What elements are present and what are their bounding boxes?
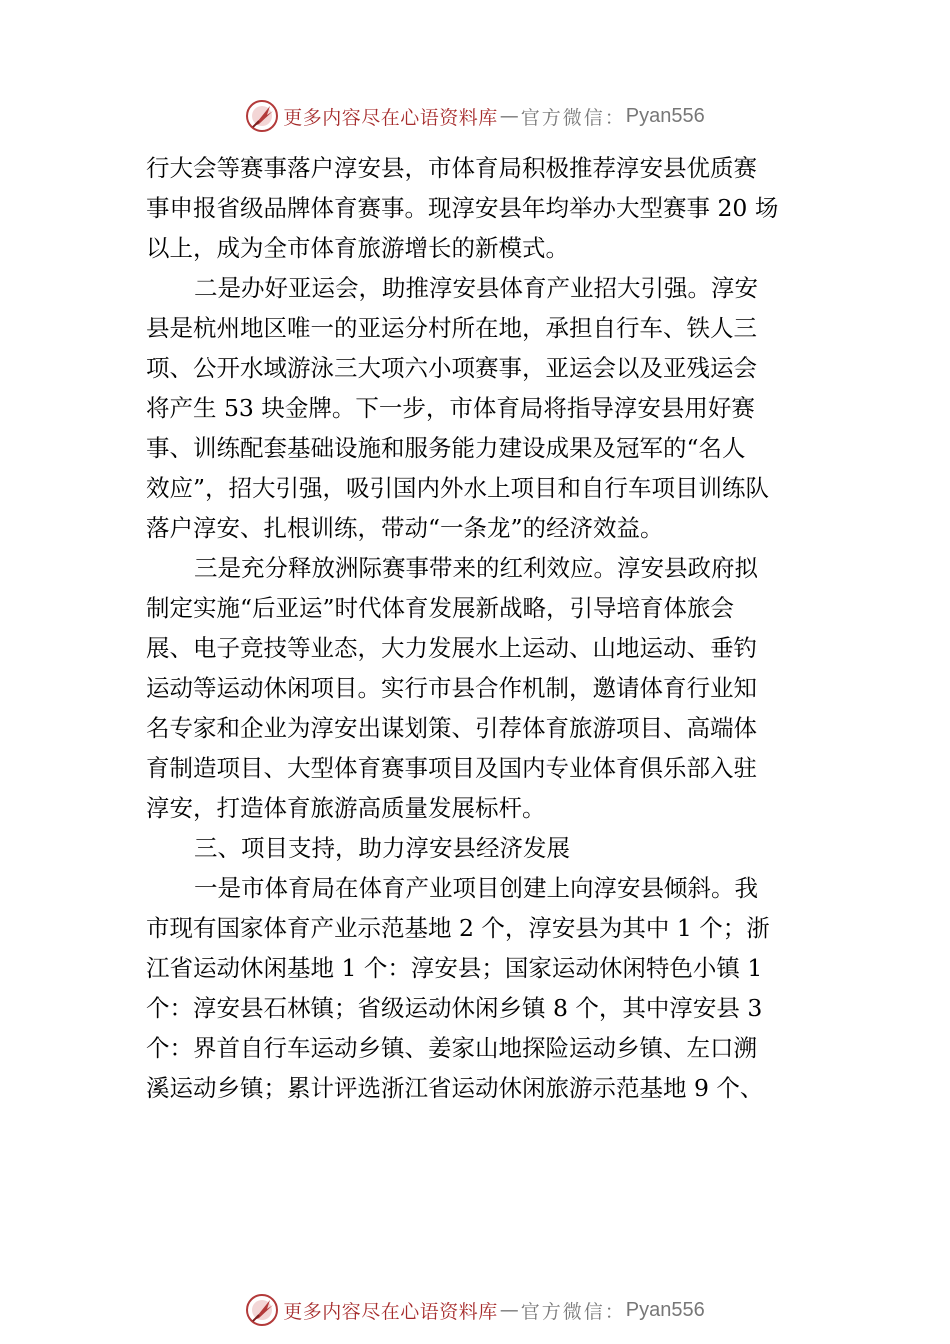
quill-logo-icon — [245, 1293, 279, 1327]
text-line: 三、项目支持，助力淳安县经济发展 — [194, 834, 570, 862]
quill-logo-icon — [245, 99, 279, 133]
text-line: 溪运动乡镇；累计评选浙江省运动休闲旅游示范基地 9 个、 — [146, 1074, 764, 1102]
text-line: 县是杭州地区唯一的亚运分村所在地，承担自行车、铁人三 — [146, 314, 757, 342]
text-line: 二是办好亚运会，助推淳安县体育产业招大引强。淳安 — [194, 274, 758, 302]
document-body — [146, 148, 810, 1108]
text-line: 个：界首自行车运动乡镇、姜家山地探险运动乡镇、左口溯 — [146, 1034, 757, 1062]
text-line: 展、电子竞技等业态，大力发展水上运动、山地运动、垂钓 — [146, 634, 757, 662]
text-line: 落户淳安、扎根训练，带动“一条龙”的经济效益。 — [146, 514, 664, 542]
text-line: 事申报省级品牌体育赛事。现淳安县年均举办大型赛事 20 场 — [146, 194, 779, 222]
text-line: 行大会等赛事落户淳安县，市体育局积极推荐淳安县优质赛 — [146, 154, 757, 182]
watermark-dash: — — [499, 105, 519, 127]
watermark-wechat-id: Pyan556 — [625, 104, 705, 127]
text-line: 江省运动休闲基地 1 个：淳安县；国家运动休闲特色小镇 1 — [146, 954, 763, 982]
text-line: 将产生 53 块金牌。下一步，市体育局将指导淳安县用好赛 — [146, 394, 755, 422]
text-line: 以上，成为全市体育旅游增长的新模式。 — [146, 234, 569, 262]
text-line: 三是充分释放洲际赛事带来的红利效应。淳安县政府拟 — [194, 554, 758, 582]
watermark-dash: — — [499, 1299, 519, 1321]
text-line: 事、训练配套基础设施和服务能力建设成果及冠军的“名人 — [146, 434, 746, 462]
footer-watermark — [0, 1290, 950, 1330]
text-line: 制定实施“后亚运”时代体育发展新战略，引导培育体旅会 — [146, 594, 735, 622]
header-watermark — [0, 96, 950, 136]
watermark-wechat-label: 官方微信： — [520, 106, 626, 129]
watermark-site-text: 更多内容尽在心语资料库 — [283, 1300, 498, 1323]
watermark-wechat-id: Pyan556 — [625, 1298, 705, 1321]
text-line: 运动等运动休闲项目。实行市县合作机制，邀请体育行业知 — [146, 674, 757, 702]
watermark-site-text: 更多内容尽在心语资料库 — [283, 106, 498, 129]
text-line: 个：淳安县石林镇；省级运动休闲乡镇 8 个，其中淳安县 3 — [146, 994, 763, 1022]
text-line: 育制造项目、大型体育赛事项目及国内专业体育俱乐部入驻 — [146, 754, 757, 782]
text-line: 市现有国家体育产业示范基地 2 个，淳安县为其中 1 个；浙 — [146, 914, 770, 942]
text-line: 一是市体育局在体育产业项目创建上向淳安县倾斜。我 — [194, 874, 758, 902]
text-line: 名专家和企业为淳安出谋划策、引荐体育旅游项目、高端体 — [146, 714, 757, 742]
text-line: 项、公开水域游泳三大项六小项赛事，亚运会以及亚残运会 — [146, 354, 757, 382]
text-line: 淳安，打造体育旅游高质量发展标杆。 — [146, 794, 546, 822]
text-line: 效应”，招大引强，吸引国内外水上项目和自行车项目训练队 — [146, 474, 770, 502]
watermark-wechat-label: 官方微信： — [520, 1300, 626, 1323]
